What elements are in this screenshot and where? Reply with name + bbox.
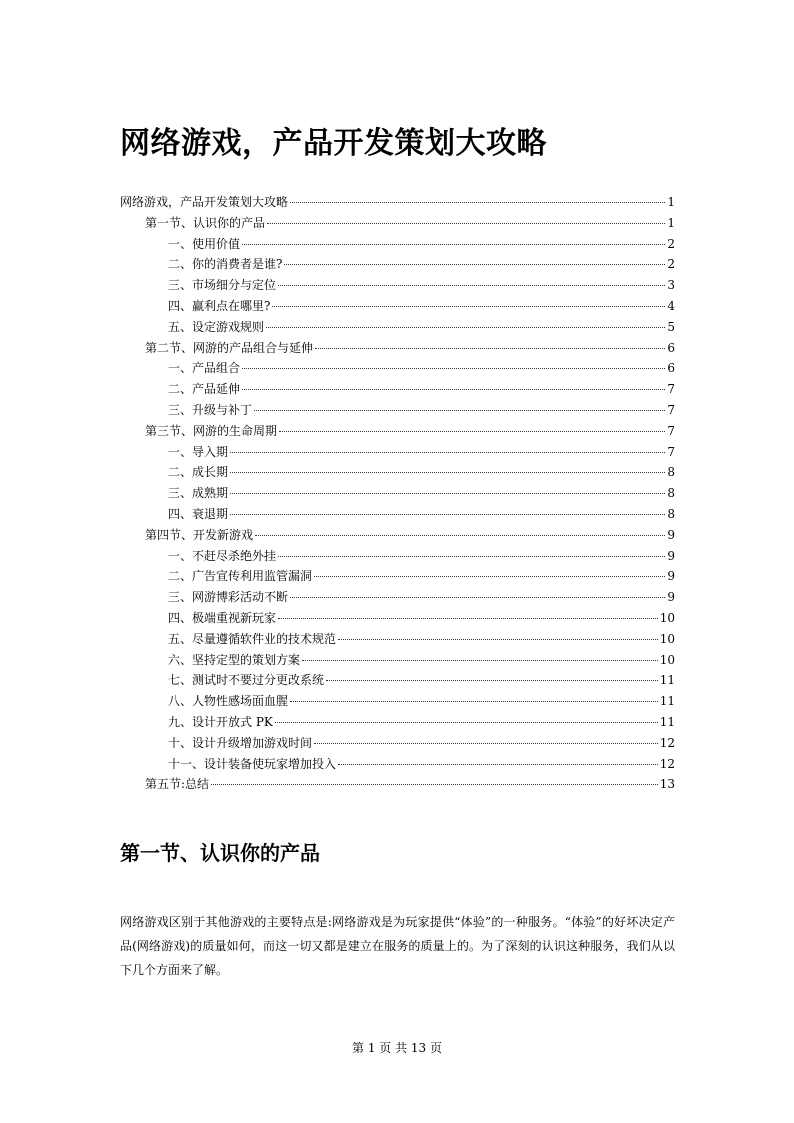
toc-entry-page: 1 xyxy=(667,215,675,230)
toc-entry-page: 9 xyxy=(667,569,675,584)
toc-entry[interactable] xyxy=(120,712,675,733)
toc-leader-dots xyxy=(314,576,665,577)
toc-entry-page: 12 xyxy=(659,735,675,750)
toc-leader-dots xyxy=(254,410,665,411)
toc-entry[interactable] xyxy=(120,254,675,275)
toc-entry[interactable] xyxy=(120,587,675,608)
toc-leader-dots xyxy=(290,597,665,598)
toc-leader-dots xyxy=(278,618,658,619)
document-title: 网络游戏，产品开发策划大攻略 xyxy=(120,126,547,161)
toc-entry-page: 8 xyxy=(667,486,675,501)
toc-entry[interactable] xyxy=(120,504,675,525)
toc-entry-label: 七、测试时不要过分更改系统 xyxy=(168,673,325,688)
toc-entry-label: 一、使用价值 xyxy=(168,236,241,251)
toc-entry[interactable] xyxy=(120,566,675,587)
toc-leader-dots xyxy=(266,327,665,328)
toc-entry-label: 三、市场细分与定位 xyxy=(168,278,277,293)
toc-leader-dots xyxy=(278,556,665,557)
toc-leader-dots xyxy=(338,639,658,640)
toc-entry[interactable] xyxy=(120,442,675,463)
toc-entry-label: 四、赢利点在哪里? xyxy=(168,298,271,313)
toc-entry-label: 九、设计开放式 PK xyxy=(168,714,273,729)
toc-entry[interactable] xyxy=(120,400,675,421)
toc-entry-page: 7 xyxy=(667,402,675,417)
toc-entry[interactable] xyxy=(120,379,675,400)
toc-entry[interactable] xyxy=(120,317,675,338)
toc-entry-label: 二、你的消费者是谁? xyxy=(168,257,283,272)
toc-entry[interactable] xyxy=(120,275,675,296)
toc-entry-page: 11 xyxy=(659,673,675,688)
toc-entry-page: 10 xyxy=(659,610,675,625)
toc-entry[interactable] xyxy=(120,234,675,255)
toc-entry-label: 五、尽量遵循软件业的技术规范 xyxy=(168,631,337,646)
toc-entry-page: 2 xyxy=(667,257,675,272)
toc-entry-label: 二、广告宣传利用监管漏洞 xyxy=(168,569,313,584)
toc-leader-dots xyxy=(338,764,658,765)
toc-leader-dots xyxy=(230,493,665,494)
toc-leader-dots xyxy=(302,660,658,661)
toc-leader-dots xyxy=(326,680,658,681)
toc-entry[interactable] xyxy=(120,421,675,442)
toc-entry[interactable] xyxy=(120,338,675,359)
toc-leader-dots xyxy=(284,264,665,265)
toc-entry[interactable] xyxy=(120,192,675,213)
toc-entry[interactable] xyxy=(120,213,675,234)
toc-leader-dots xyxy=(290,202,665,203)
page-footer: 第 1 页 共 13 页 xyxy=(352,1041,442,1055)
toc-entry-label: 第二节、网游的产品组合与延伸 xyxy=(145,340,314,355)
toc-entry[interactable] xyxy=(120,733,675,754)
toc-leader-dots xyxy=(230,452,665,453)
toc-entry[interactable] xyxy=(120,525,675,546)
toc-entry[interactable] xyxy=(120,296,675,317)
toc-entry-page: 7 xyxy=(667,382,675,397)
toc-entry-page: 9 xyxy=(667,590,675,605)
toc-entry-page: 11 xyxy=(659,694,675,709)
toc-entry-page: 8 xyxy=(667,465,675,480)
toc-entry-page: 12 xyxy=(659,756,675,771)
toc-entry-page: 9 xyxy=(667,527,675,542)
toc-entry[interactable] xyxy=(120,358,675,379)
toc-leader-dots xyxy=(255,535,665,536)
toc-entry-label: 十、设计升级增加游戏时间 xyxy=(168,735,313,750)
toc-leader-dots xyxy=(242,244,665,245)
toc-entry-label: 二、产品延伸 xyxy=(168,382,241,397)
toc-entry[interactable] xyxy=(120,650,675,671)
toc-entry[interactable] xyxy=(120,629,675,650)
toc-entry-page: 6 xyxy=(667,340,675,355)
toc-entry-label: 四、极端重视新玩家 xyxy=(168,610,277,625)
toc-entry[interactable] xyxy=(120,670,675,691)
toc-entry-label: 一、产品组合 xyxy=(168,361,241,376)
toc-entry-page: 6 xyxy=(667,361,675,376)
toc-leader-dots xyxy=(315,348,665,349)
section-paragraph: 网络游戏区别于其他游戏的主要特点是:网络游戏是为玩家提供“体验”的一种服务。“体验”的好坏决定产品(网络游戏)的质量如何，而这一切又都是建立在服务的质量上的。为了深刻的认识这种服务，我们从以下几个方面来了解。 xyxy=(120,915,675,977)
toc-leader-dots xyxy=(267,223,665,224)
toc-entry-page: 1 xyxy=(667,195,675,209)
toc-entry-label: 第三节、网游的生命周期 xyxy=(145,423,278,438)
toc-entry-page: 13 xyxy=(659,777,675,792)
toc-entry[interactable] xyxy=(120,483,675,504)
toc-entry[interactable] xyxy=(120,774,675,795)
toc-entry-label: 第一节、认识你的产品 xyxy=(145,215,266,230)
toc-entry-label: 十一、设计装备使玩家增加投入 xyxy=(168,756,337,771)
toc-entry-label: 一、导入期 xyxy=(168,444,229,459)
toc-entry-page: 10 xyxy=(659,631,675,646)
toc-entry[interactable] xyxy=(120,608,675,629)
toc-entry[interactable] xyxy=(120,546,675,567)
toc-entry-label: 二、成长期 xyxy=(168,465,229,480)
toc-entry-page: 2 xyxy=(667,236,675,251)
toc-entry-page: 8 xyxy=(667,506,675,521)
toc-leader-dots xyxy=(230,514,665,515)
toc-entry-page: 9 xyxy=(667,548,675,563)
toc-leader-dots xyxy=(211,784,658,785)
toc-entry-label: 五、设定游戏规则 xyxy=(168,319,265,334)
toc-entry-page: 7 xyxy=(667,444,675,459)
toc-entry-page: 4 xyxy=(667,298,675,313)
toc-entry-page: 10 xyxy=(659,652,675,667)
toc-leader-dots xyxy=(275,722,658,723)
toc-entry[interactable] xyxy=(120,691,675,712)
toc-entry-label: 第五节:总结 xyxy=(145,777,210,792)
table-of-contents xyxy=(120,192,675,795)
toc-leader-dots xyxy=(272,306,665,307)
toc-entry-label: 网络游戏，产品开发策划大攻略 xyxy=(120,195,289,209)
section-title: 第一节、认识你的产品 xyxy=(120,841,320,865)
toc-entry-page: 3 xyxy=(667,278,675,293)
toc-entry-label: 八、人物性感场面血腥 xyxy=(168,694,289,709)
toc-entry-label: 第四节、开发新游戏 xyxy=(145,527,254,542)
toc-entry-page: 7 xyxy=(667,423,675,438)
toc-entry-page: 5 xyxy=(667,319,675,334)
toc-leader-dots xyxy=(242,389,665,390)
toc-leader-dots xyxy=(290,701,658,702)
toc-entry[interactable] xyxy=(120,754,675,775)
toc-entry-label: 三、成熟期 xyxy=(168,486,229,501)
toc-entry-label: 四、衰退期 xyxy=(168,506,229,521)
toc-entry-label: 六、坚持定型的策划方案 xyxy=(168,652,301,667)
toc-leader-dots xyxy=(230,472,665,473)
toc-entry-label: 一、不赶尽杀绝外挂 xyxy=(168,548,277,563)
toc-leader-dots xyxy=(242,368,665,369)
toc-leader-dots xyxy=(314,743,658,744)
toc-leader-dots xyxy=(279,431,665,432)
toc-entry-label: 三、升级与补丁 xyxy=(168,402,253,417)
toc-leader-dots xyxy=(278,285,665,286)
toc-entry[interactable] xyxy=(120,462,675,483)
toc-entry-label: 三、网游博彩活动不断 xyxy=(168,590,289,605)
toc-entry-page: 11 xyxy=(659,714,675,729)
